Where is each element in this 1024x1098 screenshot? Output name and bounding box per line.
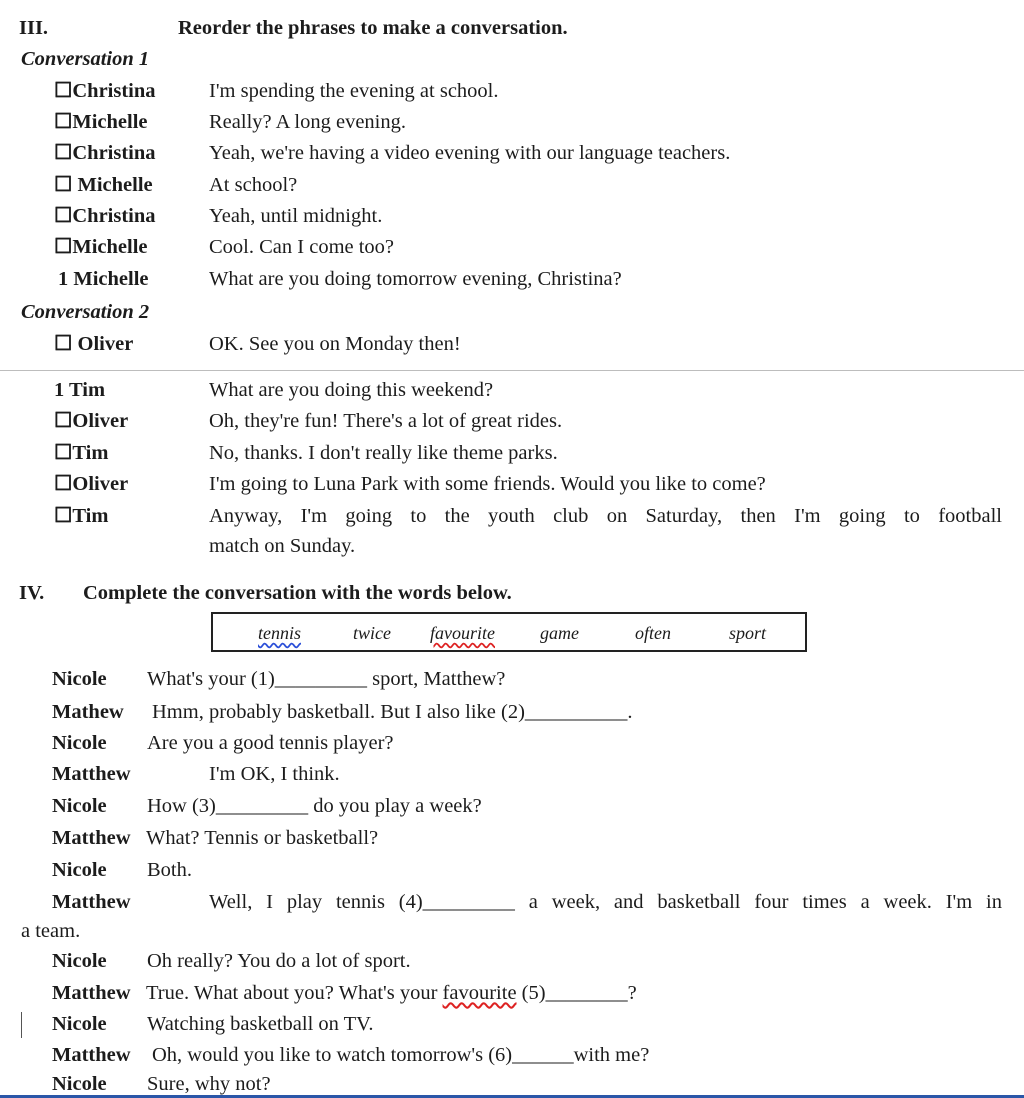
dialogue-line: Are you a good tennis player? (147, 732, 394, 754)
section-3-title: Reorder the phrases to make a conversation. (178, 17, 568, 39)
conv1-line: Yeah, we're having a video evening with our language teachers. (209, 142, 731, 164)
dialogue-speaker: Matthew (52, 891, 131, 913)
dialogue-line: Hmm, probably basketball. But I also like (2)__________. (152, 701, 633, 723)
conversation-1-title: Conversation 1 (21, 48, 150, 70)
conv2-speaker: ☐Tim (54, 505, 109, 527)
dialogue-line: Watching basketball on TV. (147, 1013, 374, 1035)
dialogue-speaker: Nicole (52, 950, 107, 972)
conversation-2-title: Conversation 2 (21, 301, 150, 323)
dialogue-speaker: Nicole (52, 1013, 107, 1035)
text-cursor (21, 1012, 22, 1038)
dialogue-speaker: Matthew (52, 982, 131, 1004)
conv2-speaker: 1 Tim (54, 379, 106, 401)
dialogue-speaker: Matthew (52, 1044, 131, 1066)
conv2-speaker: ☐Oliver (54, 473, 129, 495)
dialogue-speaker: Nicole (52, 1073, 107, 1095)
dialogue-line: Sure, why not? (147, 1073, 271, 1095)
word-bank-item: sport (729, 623, 767, 643)
conv2-line: No, thanks. I don't really like theme parks. (209, 442, 558, 464)
conv2-line: What are you doing this weekend? (209, 379, 494, 401)
word-bank-item: game (540, 623, 579, 643)
conv1-line: I'm spending the evening at school. (209, 80, 499, 102)
dialogue-speaker: Matthew (52, 827, 131, 849)
conv1-line: Cool. Can I come too? (209, 236, 395, 258)
conv1-speaker: ☐Christina (54, 80, 156, 102)
conv2-line: I'm going to Luna Park with some friends. Would you like to come? (209, 473, 766, 495)
conv2-line-continued: match on Sunday. (209, 535, 356, 557)
dialogue-line: How (3)_________ do you play a week? (147, 795, 482, 817)
conv2-line: OK. See you on Monday then! (209, 333, 461, 355)
word-bank-box (211, 612, 807, 652)
word-bank-item: favourite (430, 623, 495, 643)
page-break-rule (0, 370, 1024, 371)
conv1-line: Yeah, until midnight. (209, 205, 383, 227)
dialogue-text-part: True. What about you? What's your (146, 982, 443, 1004)
dialogue-speaker: Nicole (52, 859, 107, 881)
dialogue-line: What? Tennis or basketball? (146, 827, 379, 849)
section-3-number: III. (19, 17, 49, 39)
word-bank-item: tennis (258, 623, 301, 643)
dialogue-line (146, 982, 637, 1005)
dialogue-text-part: (5)________? (516, 982, 637, 1004)
conv2-line: Oh, they're fun! There's a lot of great rides. (209, 410, 563, 432)
dialogue-line: I'm OK, I think. (209, 763, 340, 785)
section-4-title: Complete the conversation with the words below. (83, 582, 512, 604)
conv1-line: At school? (209, 174, 298, 196)
word-bank-item: twice (353, 623, 391, 643)
dialogue-line: Both. (147, 859, 192, 881)
conv2-speaker: ☐Oliver (54, 410, 129, 432)
dialogue-speaker: Mathew (52, 701, 124, 723)
dialogue-line: Well, I play tennis (4)_________ a week, and basketball four times a week. I'm in (209, 891, 1002, 913)
conv1-line: What are you doing tomorrow evening, Christina? (209, 268, 622, 290)
conv2-line: Anyway, I'm going to the youth club on Saturday, then I'm going to football (209, 505, 1002, 527)
conv1-speaker: ☐Christina (54, 142, 156, 164)
dialogue-line: What's your (1)_________ sport, Matthew? (147, 668, 506, 690)
conv1-speaker: 1 Michelle (58, 268, 149, 290)
conv1-speaker: ☐ Michelle (54, 174, 153, 196)
section-4-number: IV. (19, 582, 45, 604)
word-bank-item: often (635, 623, 671, 643)
conv1-speaker: ☐Michelle (54, 111, 148, 133)
conv2-speaker: ☐ Oliver (54, 333, 134, 355)
spellcheck-word: favourite (442, 982, 517, 1004)
dialogue-speaker: Nicole (52, 732, 107, 754)
dialogue-speaker: Matthew (52, 763, 131, 785)
dialogue-speaker: Nicole (52, 668, 107, 690)
conv1-speaker: ☐Christina (54, 205, 156, 227)
conv1-speaker: ☐Michelle (54, 236, 148, 258)
dialogue-line-continued: a team. (21, 920, 81, 942)
conv1-line: Really? A long evening. (209, 111, 406, 133)
dialogue-line: Oh really? You do a lot of sport. (147, 950, 411, 972)
dialogue-line: Oh, would you like to watch tomorrow's (6)______with me? (152, 1044, 650, 1066)
conv2-speaker: ☐Tim (54, 442, 109, 464)
dialogue-speaker: Nicole (52, 795, 107, 817)
